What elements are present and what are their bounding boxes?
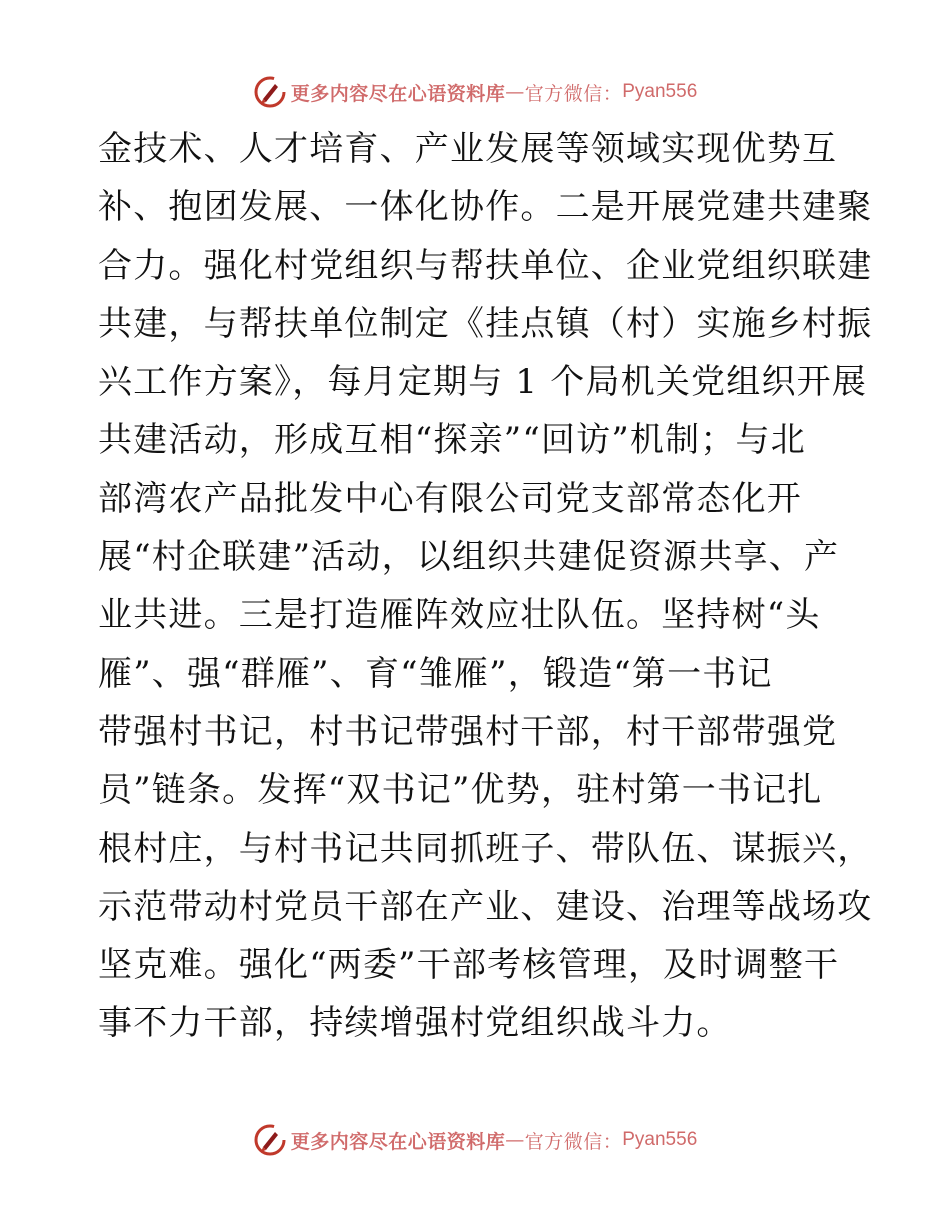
body-line: 补、抱团发展、一体化协作。二是开展党建共建聚 [98, 187, 873, 228]
header-banner [0, 70, 950, 114]
body-line: 事不力干部，持续增强村党组织战斗力。 [98, 1003, 732, 1044]
body-line: 业共进。三是打造雁阵效应壮队伍。坚持树“头 [98, 595, 821, 636]
header-dash: — [505, 81, 525, 103]
footer-dash: — [505, 1129, 525, 1151]
body-line: 金技术、人才培育、产业发展等领域实现优势互 [98, 129, 838, 169]
body-line: 员”链条。发挥“双书记”优势，驻村第一书记扎 [98, 770, 823, 811]
body-line: 雁”、强“群雁”、育“雏雁”，锻造“第一书记 [98, 653, 773, 694]
body-line: 共建活动，形成互相“探亲”“回访”机制；与北 [98, 420, 806, 461]
header-contact-id: Pyan556 [622, 81, 698, 102]
document-body [98, 120, 873, 1053]
pen-logo-icon [253, 75, 287, 109]
body-line: 展“村企联建”活动，以组织共建促资源共享、产 [98, 537, 840, 578]
body-line: 兴工作方案》，每月定期与 1 个局机关党组织开展 [98, 362, 868, 403]
body-line: 带强村书记，村书记带强村干部，村干部带强党 [98, 711, 838, 752]
footer-contact-id: Pyan556 [622, 1129, 698, 1150]
footer-contact: 官方微信： [524, 1130, 623, 1153]
header-contact: 官方微信： [524, 82, 623, 105]
header-brand: 更多内容尽在心语资料库 [290, 82, 506, 105]
body-line: 示范带动村党员干部在产业、建设、治理等战场攻 [98, 886, 873, 927]
footer-banner [0, 1118, 950, 1162]
footer-brand: 更多内容尽在心语资料库 [290, 1130, 506, 1153]
body-line: 合力。强化村党组织与帮扶单位、企业党组织联建 [98, 245, 873, 286]
body-line: 根村庄，与村书记共同抓班子、带队伍、谋振兴， [98, 828, 873, 869]
pen-logo-icon [253, 1123, 287, 1157]
body-line: 共建，与帮扶单位制定《挂点镇（村）实施乡村振 [98, 303, 873, 344]
body-line: 部湾农产品批发中心有限公司党支部常态化开 [98, 478, 802, 519]
body-line: 坚克难。强化“两委”干部考核管理，及时调整干 [98, 945, 840, 986]
